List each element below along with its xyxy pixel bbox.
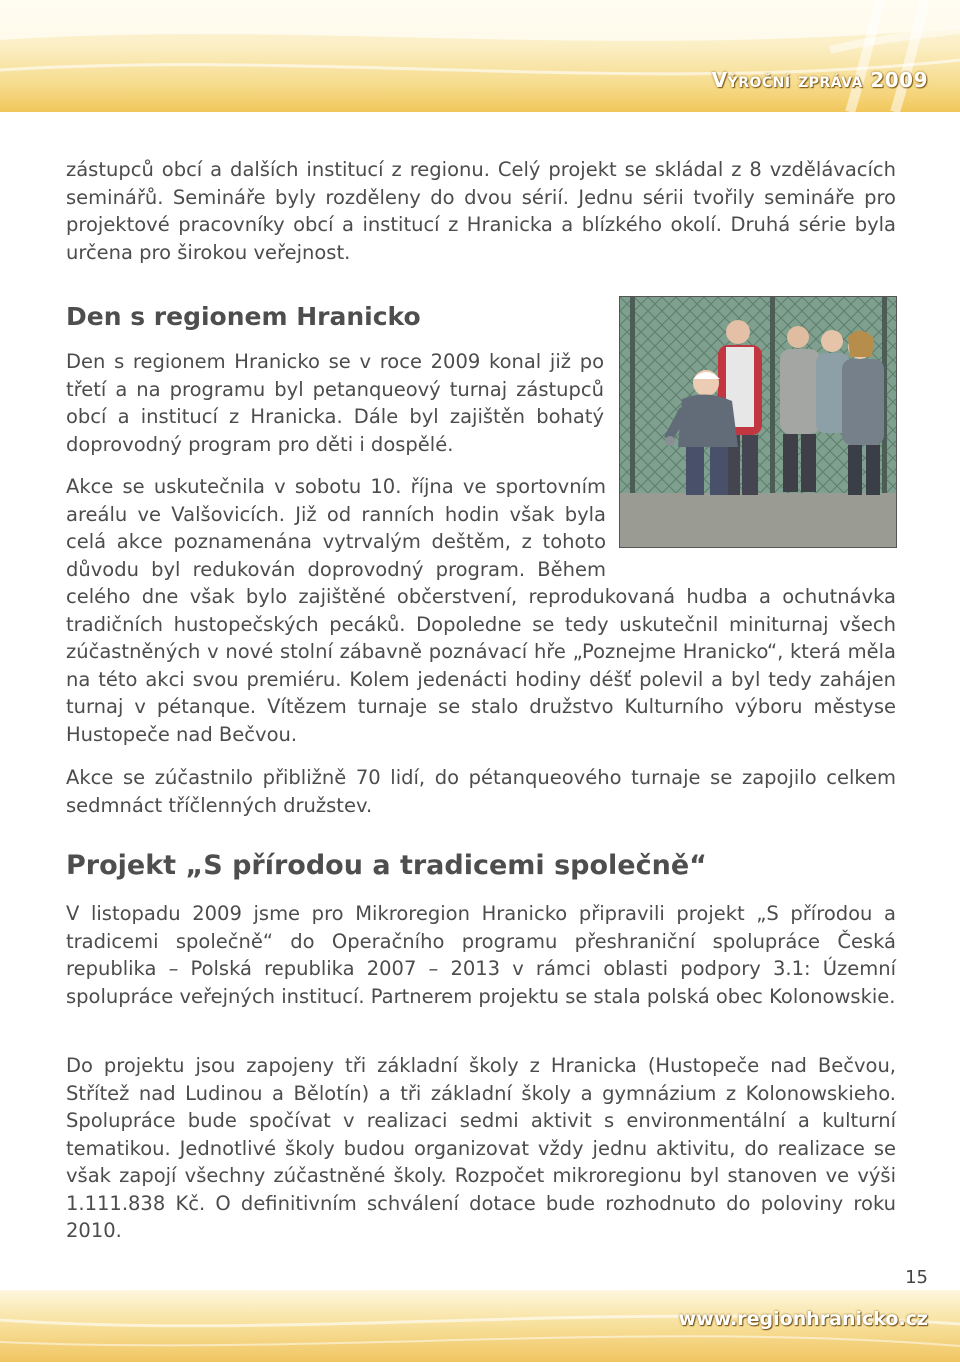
report-title: Výroční zpráva 2009 (711, 68, 928, 92)
page-number: 15 (905, 1267, 928, 1288)
header-band (0, 0, 960, 112)
regionem-paragraph-3: Akce se zúčastnilo přibližně 70 lidí, do pétanqueového turnaje se zapojilo celkem sedmnáct tříčlenných družstev. (66, 766, 896, 817)
intro-paragraph: zástupců obcí a dalších institucí z regionu. Celý projekt se skládal z 8 vzdělávacích seminářů. Semináře byly rozděleny do dvou sérií. Jednu sérii tvořily semináře pro projektové pracovníky obcí a institucí z Hranicka a blízkého okolí. Druhá série byla určena pro širokou veřejnost. (66, 158, 896, 264)
event-photo (619, 296, 897, 548)
regionem-paragraph-1: Den s regionem Hranicko se v roce 2009 konal již po třetí a na programu byl petanqueový turnaj zástupců obcí a institucí z Hranicka. Dále byl zajištěn bohatý doprovodný program pro děti i dospělé. (66, 350, 604, 456)
header-decoration (0, 0, 960, 112)
projekt-paragraph-2: Do projektu jsou zapojeny tři základní školy z Hranicka (Hustopeče nad Bečvou, Střítež nad Ludinou a Bělotín) a tři základní školy a gymnázium z Kolonowskieho. Spolupráce bude spočívat v realizaci sedmi aktivit s environmentální a kulturní tematikou. Jednotlivé školy budou organizovat vždy jednu aktivitu, do realizace se však zapojí všechny zúčastněné školy. Rozpočet mikroregionu byl stanoven ve výši 1.111.838 Kč. O definitivním schválení dotace bude rozhodnuto do poloviny roku 2010. (66, 1054, 896, 1242)
projekt-paragraph-1: V listopadu 2009 jsme pro Mikroregion Hranicko připravili projekt „S přírodou a tradicemi společně“ do Operačního programu přeshraniční spolupráce Česká republika – Polská republika 2007 – 2013 v rámci oblasti podpory 3.1: Územní spolupráce veřejných institucí. Partnerem projektu se stala polská obec Kolonowskie. (66, 902, 896, 1008)
regionem-paragraph-2-text: Akce se uskutečnila v sobotu 10. října ve sportovním areálu ve Valšovicích. Již od ranních hodin však byla celá akce poznamenána vytrvalým deštěm, z tohoto důvodu byl redukován doprovodný program. Během celého dne však bylo zajištěné občerstvení, reprodukovaná hudba a ochutnávka tradičních hustopečských pecáků. Dopoledne se tedy uskutečnil miniturnaj všech zúčastněných v nové stolní zábavně poznávací hře „Poznejme Hranicko“, která měla na této akci svou premiéru. Kolem jedenácti hodiny déšť polevil a byl tedy zahájen turnaj v pétanque. Vítězem turnaje se stalo družstvo Kulturního výboru městyse Hustopeče nad Bečvou. (66, 475, 896, 746)
section-heading-regionem: Den s regionem Hranicko (66, 302, 421, 331)
event-photo-illustration (620, 297, 896, 547)
website-link[interactable]: www.regionhranicko.cz (678, 1308, 928, 1330)
section-heading-projekt: Projekt „S přírodou a tradicemi společně“ (66, 850, 707, 881)
